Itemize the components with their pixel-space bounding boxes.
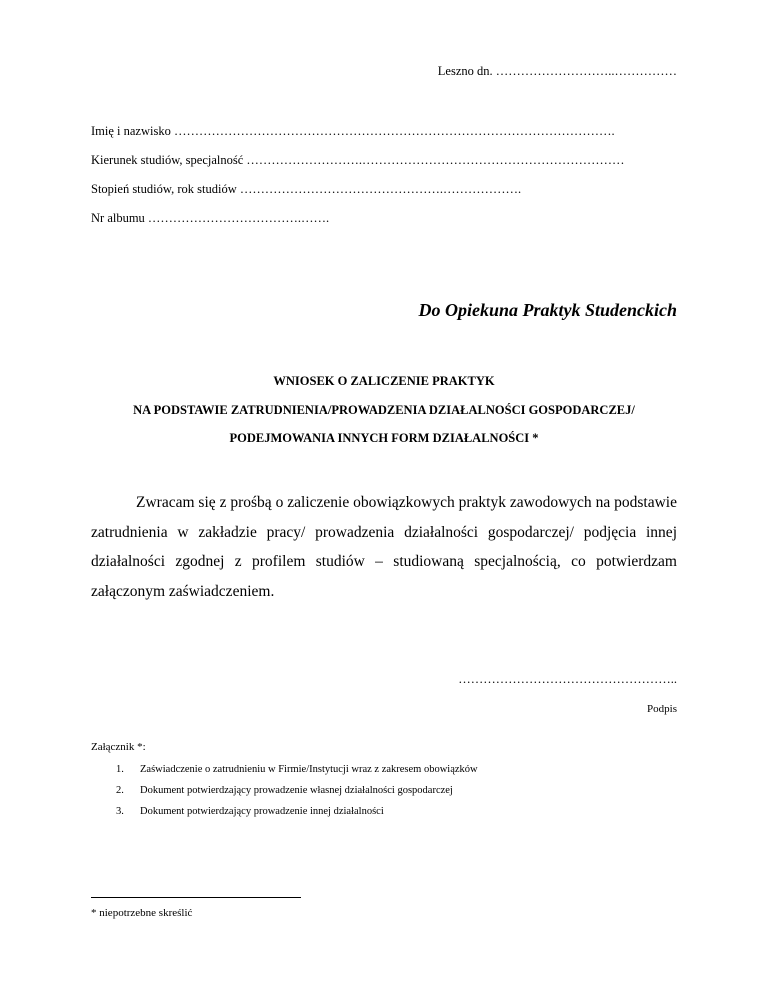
field-of-study-field: Kierunek studiów, specjalność ……………………….……………………………………………………… bbox=[91, 153, 625, 167]
addressee: Do Opiekuna Praktyk Studenckich bbox=[418, 300, 677, 320]
attachment-text: Dokument potwierdzający prowadzenie innej działalności bbox=[140, 806, 384, 817]
degree-year-field: Stopień studiów, rok studiów ………………………………………….………………. bbox=[91, 182, 522, 196]
footnote: * niepotrzebne skreślić bbox=[91, 907, 193, 919]
signature-label: Podpis bbox=[647, 703, 677, 715]
attachment-text: Zaświadczenie o zatrudnieniu w Firmie/Instytucji wraz z zakresem obowiązków bbox=[140, 764, 478, 775]
document-title-line-3: PODEJMOWANIA INNYCH FORM DZIAŁALNOŚCI * bbox=[229, 431, 539, 445]
attachment-item bbox=[116, 764, 478, 775]
attachment-number: 1. bbox=[116, 764, 124, 775]
album-number-field: Nr albumu ……………………………….……. bbox=[91, 211, 330, 225]
document-title-line-1: WNIOSEK O ZALICZENIE PRAKTYK bbox=[273, 374, 495, 388]
footnote-divider bbox=[91, 897, 301, 898]
date-line: Leszno dn. ………………………..…………… bbox=[437, 64, 677, 78]
name-field: Imię i nazwisko ……………………………………………………………………………………………. bbox=[91, 124, 615, 138]
attachment-text: Dokument potwierdzający prowadzenie własnej działalności gospodarczej bbox=[140, 785, 453, 796]
signature-line: …………………………………………….. bbox=[458, 672, 677, 686]
attachment-item bbox=[116, 785, 453, 796]
request-body-text: Zwracam się z prośbą o zaliczenie obowiązkowych praktyk zawodowych na podstawie zatrudnienia w zakładzie pracy/ prowadzenia działalności gospodarczej/ podjęcia innej działalności zgodnej z profilem studiów – studiowaną specjalnością, co potwierdzam załączonym zaświadczeniem. bbox=[91, 494, 677, 600]
attachment-item bbox=[116, 806, 384, 817]
attachment-number: 2. bbox=[116, 785, 124, 796]
attachment-number: 3. bbox=[116, 806, 124, 817]
attachments-title: Załącznik *: bbox=[91, 741, 146, 753]
document-title-line-2: NA PODSTAWIE ZATRUDNIENIA/PROWADZENIA DZIAŁALNOŚCI GOSPODARCZEJ/ bbox=[133, 403, 635, 417]
